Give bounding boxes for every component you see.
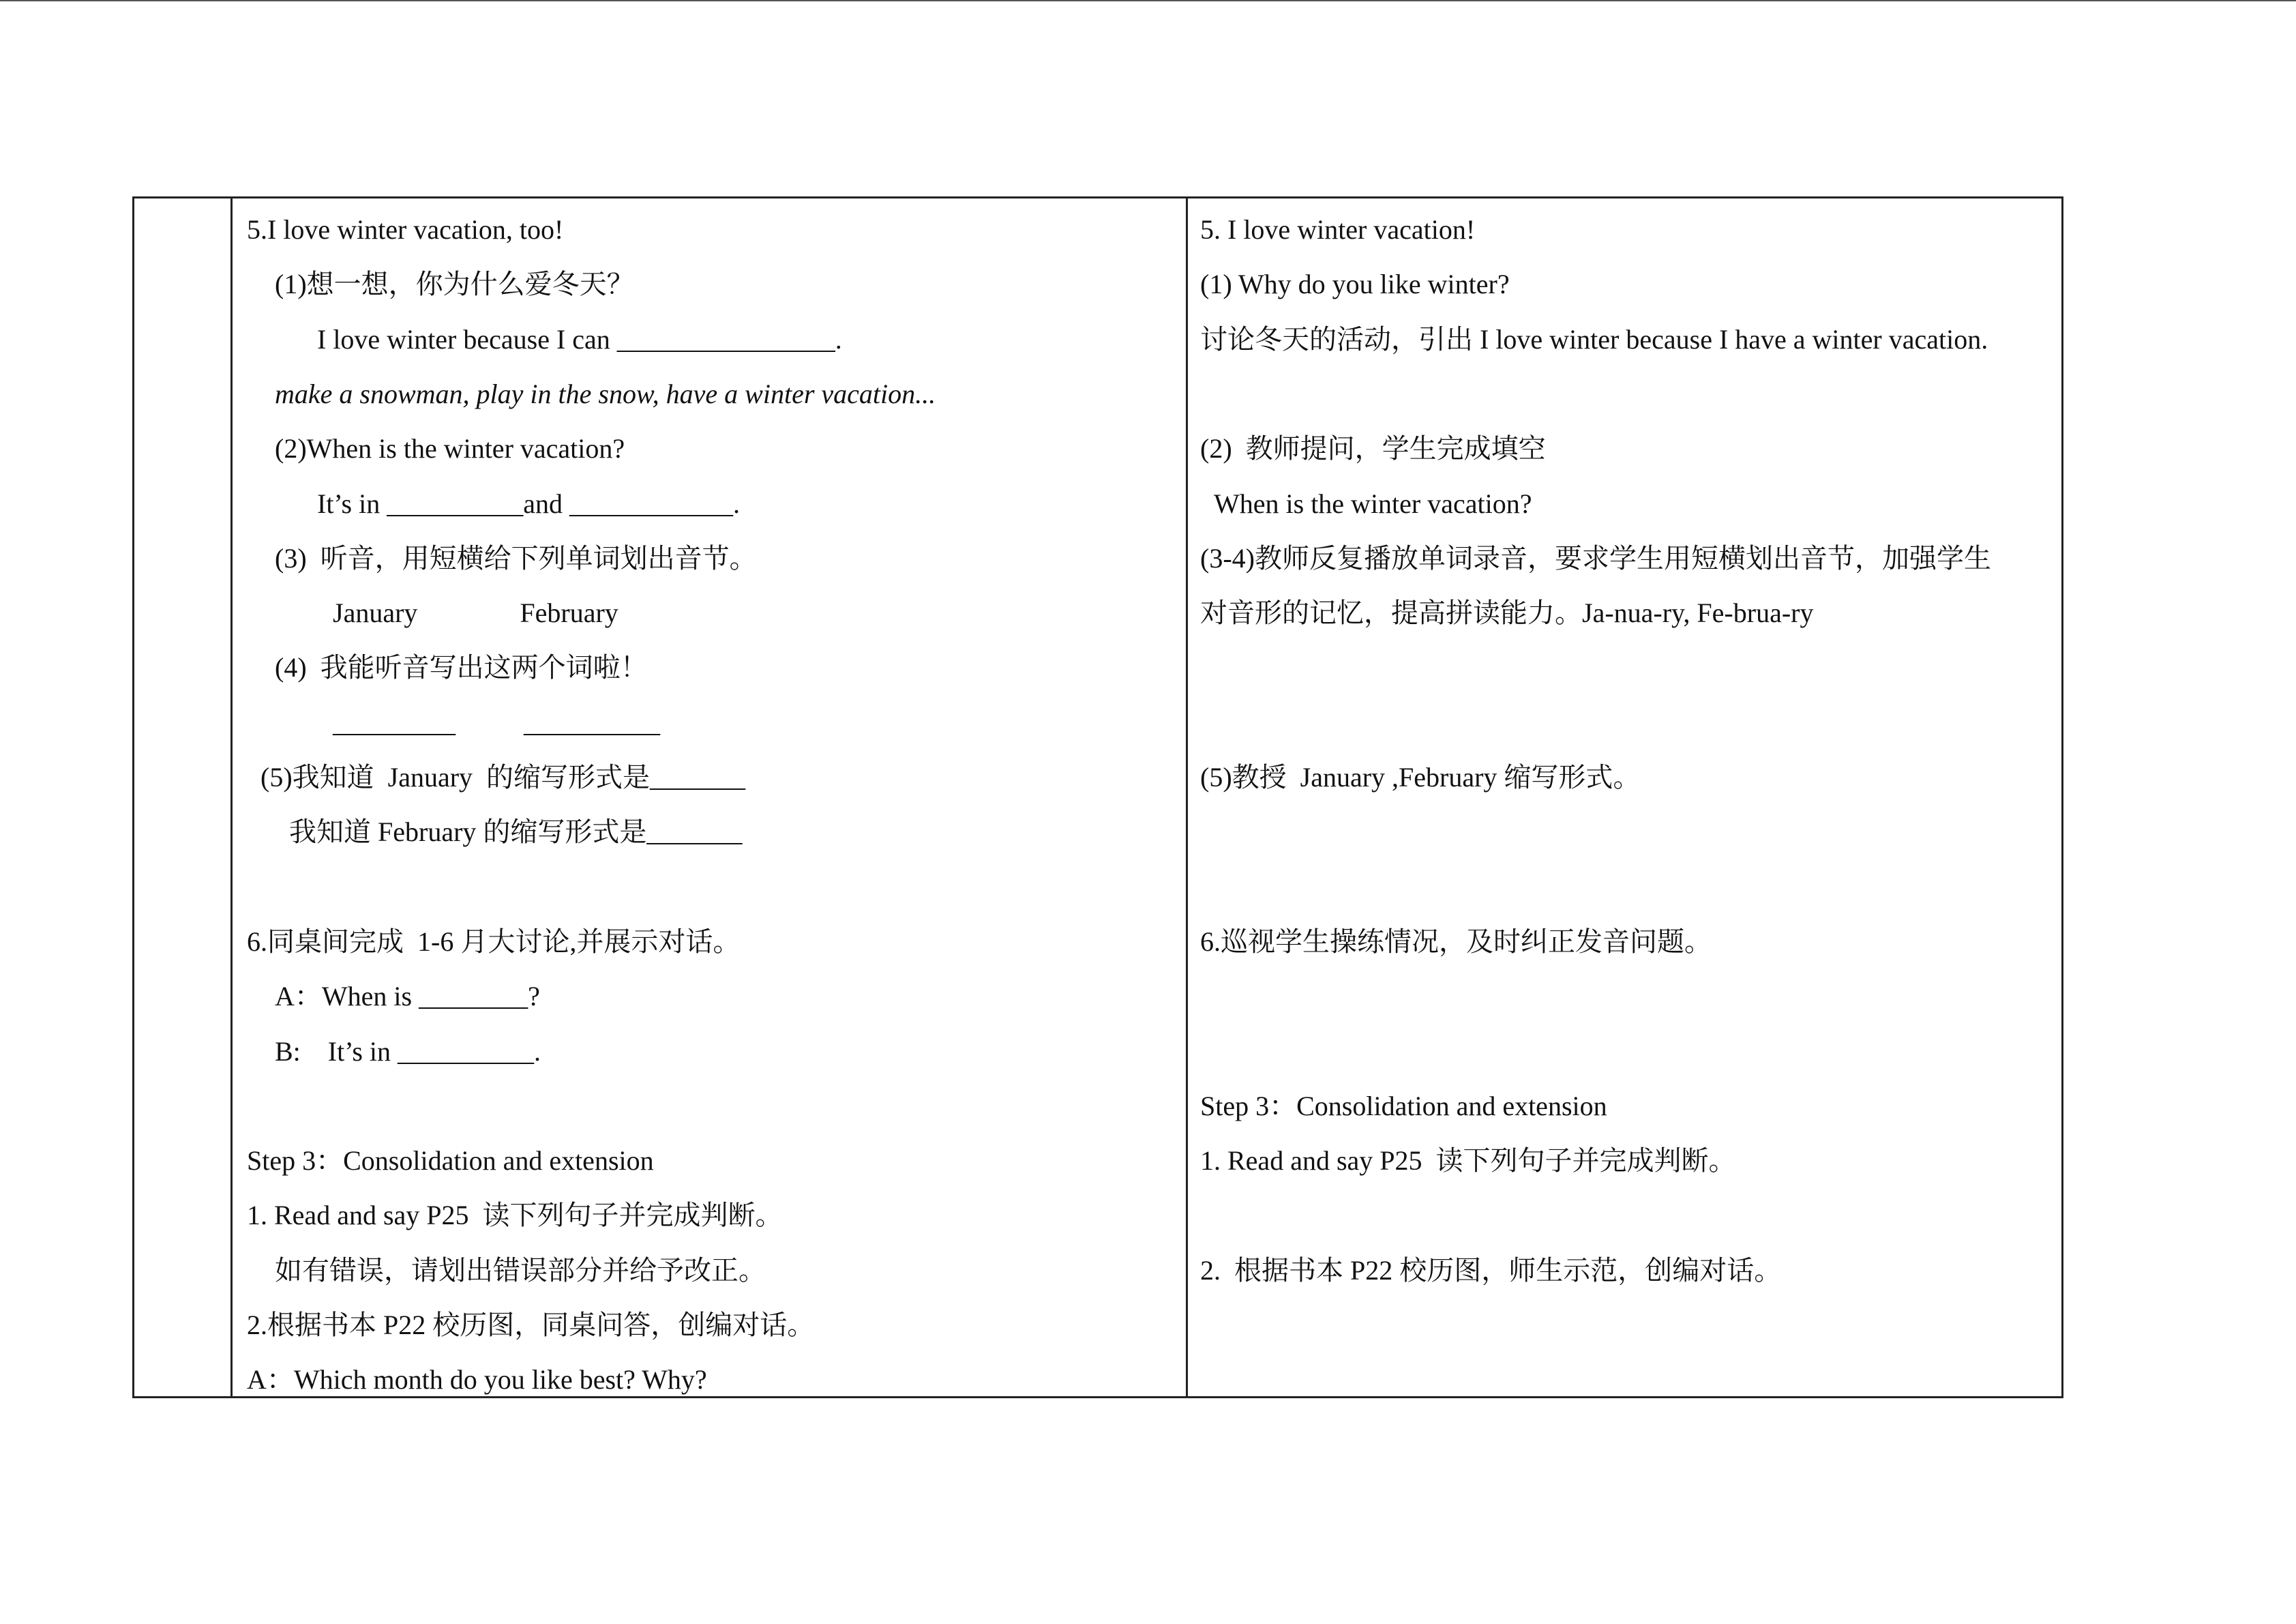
student-activity-line: (2)When is the winter vacation? (275, 433, 625, 464)
student-activity-line: _________ __________ (333, 707, 660, 738)
student-activity-line: make a snowman, play in the snow, have a winter vacation... (275, 378, 936, 409)
student-activity-line: (1)想一想，你为什么爱冬天？ (275, 269, 634, 300)
teacher-activity-line: (1) Why do you like winter? (1200, 269, 1510, 300)
student-activity-line: 我知道 February 的缩写形式是_______ (289, 816, 743, 848)
teacher-activity-line: When is the winter vacation? (1214, 488, 1532, 519)
teacher-activity-line: (3-4)教师反复播放单词录音，要求学生用短横划出音节，加强学生 (1200, 542, 1991, 574)
student-activity-line: 如有错误，请划出错误部分并给予改正。 (275, 1254, 766, 1286)
teacher-activity-line: 1. Read and say P25 读下列句子并完成判断。 (1200, 1145, 1736, 1177)
student-activity-line: (4) 我能听音写出这两个词啦！ (275, 652, 648, 683)
student-activity-line: (5)我知道 January 的缩写形式是_______ (260, 762, 746, 793)
teacher-activity-line: 对音形的记忆，提高拼读能力。Ja-nua-ry, Fe-brua-ry (1200, 597, 1814, 629)
teacher-activity-line: 6.巡视学生操练情况，及时纠正发音问题。 (1200, 926, 1712, 957)
page-top-rule (0, 0, 2296, 1)
student-activity-line: I love winter because I can ________________. (317, 323, 842, 355)
student-activity-line: A：Which month do you like best? Why? (247, 1364, 707, 1396)
table-divider-2 (1186, 198, 1188, 1396)
student-activity-line: January February (333, 597, 618, 629)
teacher-activity-line: 5. I love winter vacation! (1200, 214, 1476, 245)
student-activity-line: 1. Read and say P25 读下列句子并完成判断。 (247, 1200, 783, 1231)
student-activity-line: (3) 听音，用短横给下列单词划出音节。 (275, 542, 757, 574)
student-activity-line: 6.同桌间完成 1-6 月大讨论,并展示对话。 (247, 926, 741, 957)
table-divider-1 (230, 198, 233, 1396)
student-activity-line: Step 3：Consolidation and extension (247, 1145, 654, 1177)
teacher-activity-line: 讨论冬天的活动，引出 I love winter because I have a winter vacation. (1200, 323, 1988, 355)
student-activity-line: 5.I love winter vacation, too! (247, 214, 564, 245)
student-activity-line: It’s in __________and ____________. (317, 488, 740, 519)
lesson-plan-table (132, 196, 2063, 1398)
teacher-activity-line: (5)教授 January ,February 缩写形式。 (1200, 762, 1641, 793)
student-activity-line: A：When is ________? (275, 981, 540, 1012)
student-activity-line: 2.根据书本 P22 校历图，同桌问答，创编对话。 (247, 1310, 815, 1340)
teacher-activity-line: Step 3：Consolidation and extension (1200, 1090, 1607, 1121)
student-activity-line: B: It’s in __________. (275, 1035, 541, 1067)
teacher-activity-line: (2) 教师提问，学生完成填空 (1200, 433, 1546, 464)
teacher-activity-line: 2. 根据书本 P22 校历图，师生示范，创编对话。 (1200, 1254, 1782, 1286)
